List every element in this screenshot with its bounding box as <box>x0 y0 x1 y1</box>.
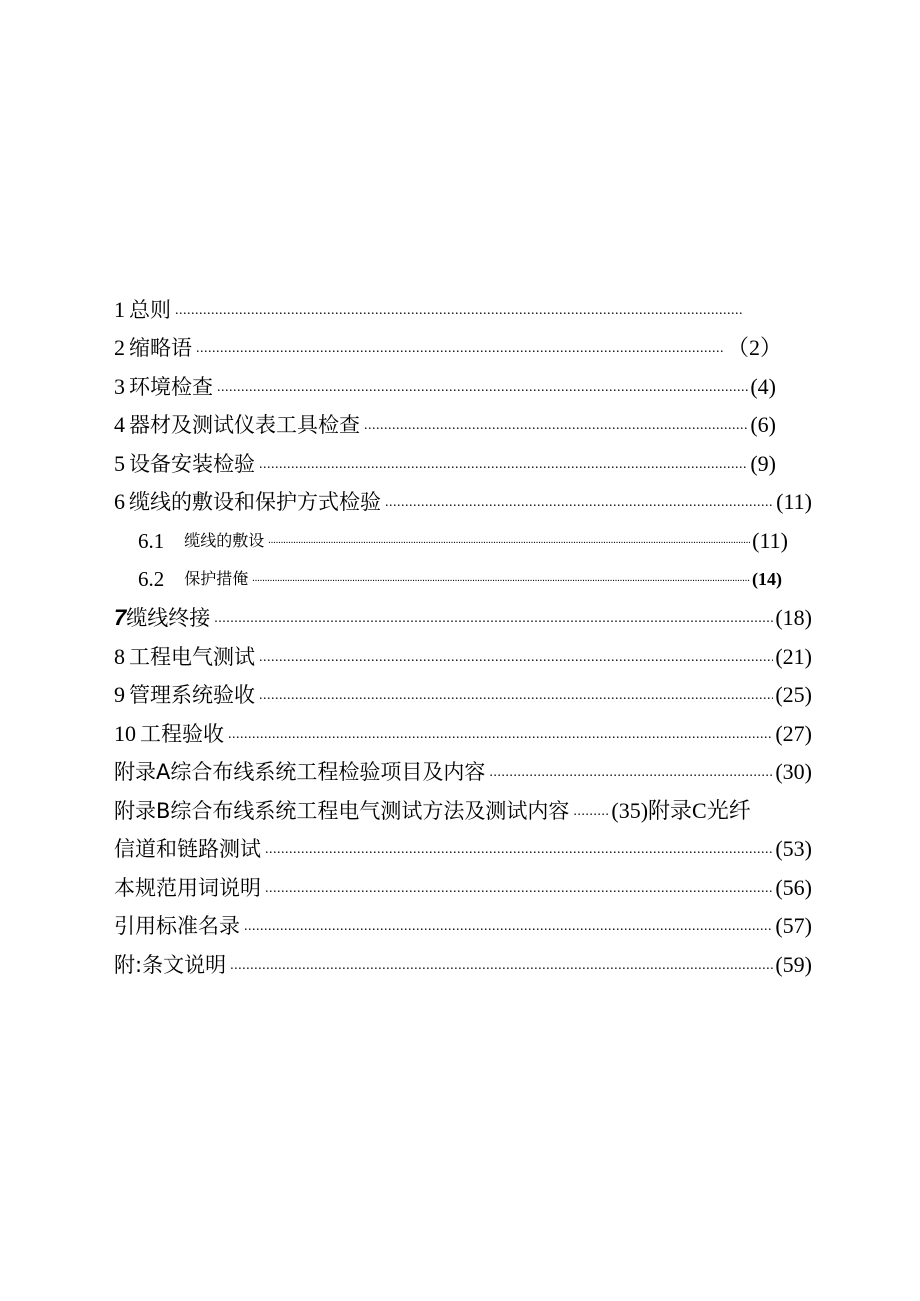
toc-entry-4[interactable] <box>114 405 776 437</box>
toc-entry-appendix-b[interactable] <box>114 791 820 823</box>
toc-leader-dots <box>259 689 773 703</box>
toc-entry-page: (27) <box>775 721 812 746</box>
toc-entry-title: 本规范用词说明 <box>114 876 261 900</box>
toc-entry-title: 工程验收 <box>140 722 224 746</box>
toc-leader-dots <box>228 728 773 742</box>
toc-entry-page: (56) <box>775 875 812 900</box>
toc-entry-5[interactable] <box>114 444 776 476</box>
toc-entry-page: (57) <box>775 913 812 938</box>
toc-entry-references[interactable] <box>114 906 812 938</box>
toc-entry-10[interactable] <box>114 714 812 746</box>
toc-entry-page: （2） <box>726 335 782 360</box>
toc-entry-number: 10 <box>114 721 136 746</box>
toc-entry-page: (53) <box>775 836 812 861</box>
toc-entry-page: (35)附录C光纤 <box>611 798 751 823</box>
toc-entry-page: (4) <box>750 374 776 399</box>
toc-entry-9[interactable] <box>114 675 812 707</box>
toc-entry-page: (6) <box>750 412 776 437</box>
toc-leader-dots <box>489 766 773 780</box>
toc-entry-6-1[interactable] <box>114 521 788 553</box>
toc-entry-1[interactable] <box>114 290 746 322</box>
toc-entry-title: 缆线终接 <box>126 606 211 630</box>
toc-entry-number: 1 <box>114 297 125 322</box>
toc-entry-title: 附:条文说明 <box>114 953 227 977</box>
toc-entry-number: 6.1 <box>138 529 165 553</box>
toc-entry-title: 附录A综合布线系统工程检验项目及内容 <box>114 760 486 784</box>
toc-entry-number: 2 <box>114 335 125 360</box>
toc-entry-page: (14) <box>752 569 782 589</box>
toc-leader-dots <box>214 612 773 626</box>
toc-entry-title: 环境检查 <box>129 375 213 399</box>
toc-entry-terms[interactable] <box>114 868 812 900</box>
toc-leader-dots <box>175 304 744 318</box>
toc-entry-page: (59) <box>775 952 812 977</box>
toc-leader-dots <box>196 342 725 356</box>
toc-leader-dots <box>364 419 748 433</box>
toc-entry-2[interactable] <box>114 328 782 360</box>
toc-entry-page: (21) <box>775 644 812 669</box>
toc-entry-number: 6 <box>114 489 125 514</box>
toc-entry-title: 缆线的敷设和保护方式检验 <box>129 490 381 514</box>
toc-leader-dots <box>259 651 773 665</box>
toc-entry-title: 总则 <box>129 298 171 322</box>
toc-entry-number: 3 <box>114 374 125 399</box>
toc-entry-page: (11) <box>776 489 812 514</box>
toc-leader-dots <box>265 882 773 896</box>
toc-entry-number: 9 <box>114 682 125 707</box>
toc-entry-title: 信道和链路测试 <box>114 837 261 861</box>
toc-leader-dots <box>385 496 774 510</box>
toc-entry-title: 管理系统验收 <box>129 683 255 707</box>
toc-entry-page: (18) <box>775 605 812 630</box>
toc-entry-7[interactable] <box>114 598 812 630</box>
toc-entry-appendix-c-cont[interactable] <box>114 829 812 861</box>
toc-entry-title: 器材及测试仪表工具检查 <box>129 413 360 437</box>
toc-entry-8[interactable] <box>114 637 812 669</box>
toc-entry-page: (9) <box>750 451 776 476</box>
toc-entry-page: (30) <box>775 759 812 784</box>
toc-entry-title: 保护措俺 <box>184 569 249 588</box>
toc-entry-6[interactable] <box>114 482 812 514</box>
toc-entry-explanation[interactable] <box>114 945 812 977</box>
toc-entry-title: 引用标准名录 <box>114 914 240 938</box>
toc-entry-page: (11) <box>752 528 788 553</box>
toc-leader-dots <box>230 959 773 973</box>
toc-entry-number: 4 <box>114 412 125 437</box>
toc-leader-dots <box>268 534 750 548</box>
toc-leader-dots <box>244 920 773 934</box>
toc-leader-dots <box>259 458 748 472</box>
toc-entry-title: 工程电气测试 <box>129 645 255 669</box>
toc-entry-title: 设备安装检验 <box>129 452 255 476</box>
toc-entry-number: 8 <box>114 644 125 669</box>
toc-entry-appendix-a[interactable] <box>114 752 812 784</box>
toc-entry-3[interactable] <box>114 367 776 399</box>
toc-entry-page: (25) <box>775 682 812 707</box>
toc-entry-title: 附录B综合布线系统工程电气测试方法及测试内容 <box>114 799 570 823</box>
toc-leader-dots <box>265 843 773 857</box>
toc-entry-number: 7 <box>114 605 127 630</box>
toc-leader-dots <box>573 805 609 819</box>
toc-leader-dots <box>252 572 750 586</box>
toc-entry-number: 6.2 <box>138 567 165 591</box>
toc-leader-dots <box>217 381 748 395</box>
toc-entry-title: 缩略语 <box>129 336 192 360</box>
toc-entry-number: 5 <box>114 451 125 476</box>
toc-entry-6-2[interactable] <box>114 559 782 591</box>
toc-entry-title: 缆线的敷设 <box>184 531 265 550</box>
